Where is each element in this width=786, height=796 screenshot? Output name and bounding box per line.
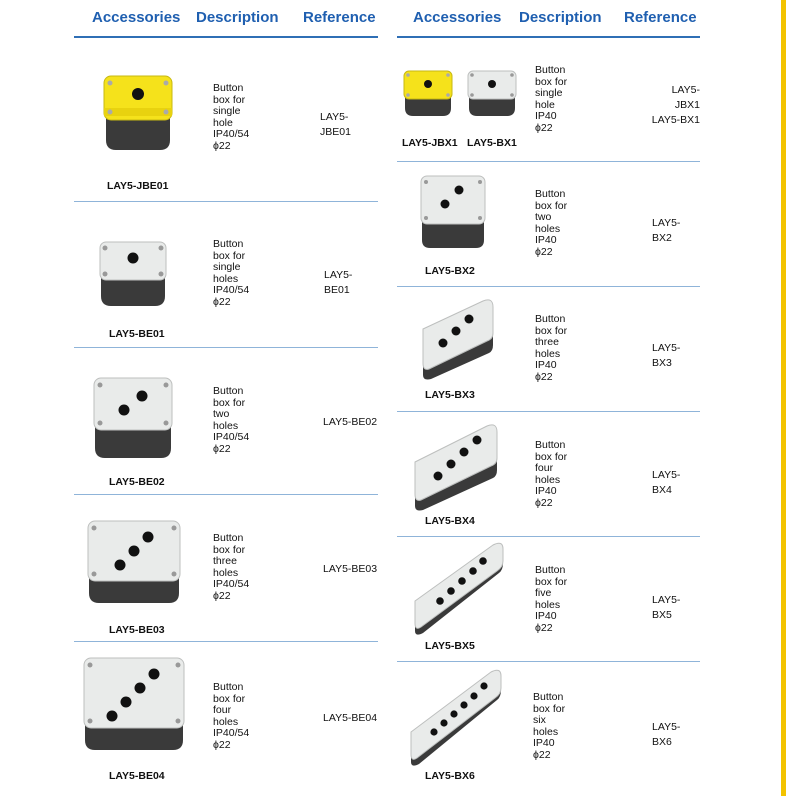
product-caption: LAY5-BE01 (109, 328, 165, 340)
product-reference: LAY5-JBE01 (320, 111, 351, 138)
product-reference: LAY5-BE01 (324, 269, 353, 296)
product-row-lay5-bx5 (397, 537, 700, 662)
product-row-lay5-bx6 (397, 662, 700, 792)
product-row-lay5-be02 (74, 348, 378, 495)
left-table-header (74, 0, 378, 38)
button-box-five-holes (413, 543, 505, 639)
product-row-lay5-jbx1 (397, 38, 700, 162)
product-reference: LAY5-BE03 (323, 563, 378, 575)
product-row-lay5-jbe01 (74, 38, 378, 202)
button-box-yellow-single-hole (102, 74, 174, 154)
product-reference: LAY5-BX6 (652, 721, 681, 748)
product-caption-2: LAY5-BX1 (467, 137, 517, 149)
product-description: Button box for three holes IP40 ϕ22 (535, 313, 568, 383)
product-description: Button box for single holes IP40/54 ϕ22 (213, 238, 250, 308)
product-reference: LAY5-BX4 (652, 469, 681, 496)
product-row-lay5-bx3 (397, 287, 700, 412)
product-description: Button box for single hole IP40/54 ϕ22 (213, 82, 250, 152)
product-caption: LAY5-BX5 (425, 640, 475, 652)
product-description: Button box for two holes IP40 ϕ22 (535, 188, 568, 258)
header-description: Description (519, 9, 602, 26)
button-box-yellow-single-hole (403, 70, 453, 118)
product-reference: LAY5-BE02 (323, 416, 378, 428)
product-reference: LAY5-JBX1 LAY5-BX1 (651, 84, 700, 126)
button-box-three-holes (421, 299, 495, 383)
button-box-six-holes (409, 670, 503, 768)
product-caption: LAY5-BX6 (425, 770, 475, 782)
product-row-lay5-bx2 (397, 162, 700, 287)
page-edge-accent (781, 0, 786, 796)
product-description: Button box for four holes IP40/54 ϕ22 (213, 681, 250, 751)
product-row-lay5-be03 (74, 495, 378, 642)
right-table-header (397, 0, 700, 38)
product-description: Button box for single hole IP40 ϕ22 (535, 64, 568, 134)
product-row-lay5-be04 (74, 642, 378, 792)
product-row-lay5-bx4 (397, 412, 700, 537)
left-column (74, 0, 378, 782)
product-caption: LAY5-BE02 (109, 476, 165, 488)
right-column (397, 0, 700, 782)
product-caption: LAY5-BX2 (425, 265, 475, 277)
button-box-four-holes (82, 656, 186, 754)
header-accessories: Accessories (413, 9, 502, 26)
button-box-two-holes (92, 376, 174, 462)
product-description: Button box for five holes IP40 ϕ22 (535, 564, 568, 634)
header-reference: Reference (303, 9, 376, 26)
product-caption: LAY5-BX3 (425, 389, 475, 401)
product-reference: LAY5-BE04 (323, 712, 378, 724)
product-description: Button box for two holes IP40/54 ϕ22 (213, 385, 250, 455)
product-description: Button box for six holes IP40 ϕ22 (533, 691, 566, 761)
product-reference: LAY5-BX5 (652, 594, 681, 621)
header-reference: Reference (624, 9, 697, 26)
header-accessories: Accessories (92, 9, 181, 26)
button-box-single-hole (467, 70, 517, 118)
product-caption: LAY5-BE04 (109, 770, 165, 782)
product-caption: LAY5-JBE01 (107, 180, 169, 192)
product-description: Button box for four holes IP40 ϕ22 (535, 439, 568, 509)
product-caption: LAY5-BX4 (425, 515, 475, 527)
product-caption: LAY5-BE03 (109, 624, 165, 636)
button-box-three-holes (86, 519, 182, 607)
button-box-two-holes (419, 174, 487, 252)
button-box-single-hole (98, 240, 168, 310)
product-description: Button box for three holes IP40/54 ϕ22 (213, 532, 250, 602)
product-caption: LAY5-JBX1 (402, 137, 458, 149)
product-row-lay5-be01 (74, 202, 378, 348)
header-description: Description (196, 9, 279, 26)
button-box-four-holes (413, 422, 499, 514)
product-reference: LAY5-BX3 (652, 342, 681, 369)
product-reference: LAY5-BX2 (652, 217, 681, 244)
